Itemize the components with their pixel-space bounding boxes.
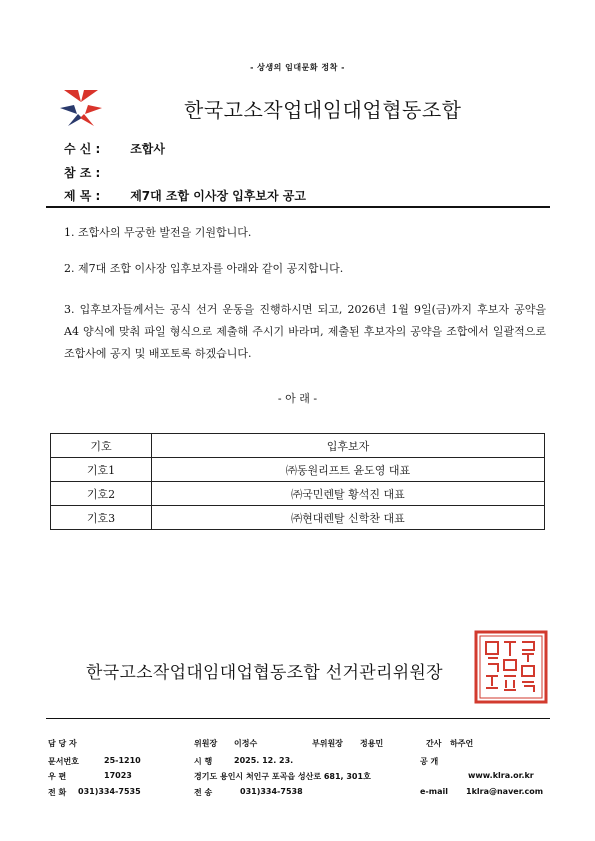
footer-divider — [46, 718, 550, 719]
footer-phone-label: 전 화 — [48, 788, 67, 797]
paragraph-1: 1. 조합사의 무궁한 발전을 기원합니다. — [64, 226, 252, 239]
table-row — [51, 482, 545, 506]
column-header-candidate: 입후보자 — [152, 434, 545, 458]
footer-docno-value: 25-1210 — [104, 756, 141, 765]
footer-postal-code: 17023 — [104, 771, 132, 780]
footer-enforce-date: 2025. 12. 23. — [234, 756, 294, 765]
table-row — [51, 506, 545, 530]
subject-value: 제7대 조합 이사장 입후보자 공고 — [130, 189, 306, 203]
footer-chair-label: 위원장 — [194, 739, 218, 748]
recipient-value: 조합사 — [130, 142, 165, 156]
header-divider — [46, 206, 550, 208]
recipient-label: 수 신 : — [64, 142, 101, 156]
footer-chair-name: 이정수 — [234, 739, 258, 748]
candidate-table — [50, 433, 545, 530]
official-seal-icon — [474, 630, 548, 704]
recipient-row — [64, 140, 165, 157]
footer-vice-chair-name: 정용민 — [360, 739, 384, 748]
footer-public-label: 공 개 — [420, 757, 439, 766]
reference-row — [64, 164, 126, 181]
footer-phone-value: 031)334-7535 — [78, 787, 141, 796]
subject-row — [64, 187, 306, 204]
subject-label: 제 목 : — [64, 189, 101, 203]
footer-fax-value: 031)334-7538 — [240, 787, 303, 796]
reference-label: 참 조 : — [64, 166, 101, 180]
footer-manager-label: 담 당 자 — [48, 739, 77, 748]
footer-address: 경기도 용인시 처인구 포곡읍 성산로 681, 301호 — [194, 772, 371, 781]
table-cell-candidate: ㈜현대렌탈 신학찬 대표 — [152, 506, 545, 530]
table-cell-candidate: ㈜국민렌탈 황석진 대표 — [152, 482, 545, 506]
footer-email-link[interactable]: 1klra@naver.com — [466, 787, 544, 796]
committee-signature: 한국고소작업대임대업협동조합 선거관리위원장 — [86, 663, 443, 683]
slogan: - 상생의 임대문화 정착 - — [250, 63, 345, 72]
footer-docno-label: 문서번호 — [48, 757, 79, 766]
table-cell-number: 기호3 — [51, 506, 152, 530]
table-cell-number: 기호1 — [51, 458, 152, 482]
table-cell-candidate: ㈜동원리프트 윤도영 대표 — [152, 458, 545, 482]
paragraph-3: 3. 입후보자들께서는 공식 선거 운동을 진행하시면 되고, 2026년 1월 9일(금)까지 후보자 공약을 A4 양식에 맞춰 파일 형식으로 제출해 주시기 바라며, 제출된 후보자의 공약을 조합에서 일괄적으로 조합사에 공지 및 배포토록 하겠습니다. — [64, 303, 546, 360]
notice-title: - 아 래 - — [277, 392, 318, 405]
footer-fax-label: 전 송 — [194, 788, 213, 797]
footer-secretary-name: 하주언 — [450, 739, 474, 748]
table-row — [51, 458, 545, 482]
footer-email-label: e-mail — [420, 787, 448, 796]
org-name: 한국고소작업대임대업협동조합 — [184, 98, 462, 122]
footer-website-link[interactable]: www.klra.or.kr — [468, 771, 534, 780]
table-header-row — [51, 434, 545, 458]
footer-vice-chair-label: 부위원장 — [312, 739, 343, 748]
column-header-number: 기호 — [51, 434, 152, 458]
footer-secretary-label: 간사 — [426, 739, 442, 748]
footer-postal-label: 우 편 — [48, 772, 67, 781]
paragraph-2: 2. 제7대 조합 이사장 입후보자를 아래와 같이 공지합니다. — [64, 262, 344, 275]
union-logo-icon — [58, 84, 104, 130]
footer-enforce-label: 시 행 — [194, 757, 213, 766]
table-cell-number: 기호2 — [51, 482, 152, 506]
